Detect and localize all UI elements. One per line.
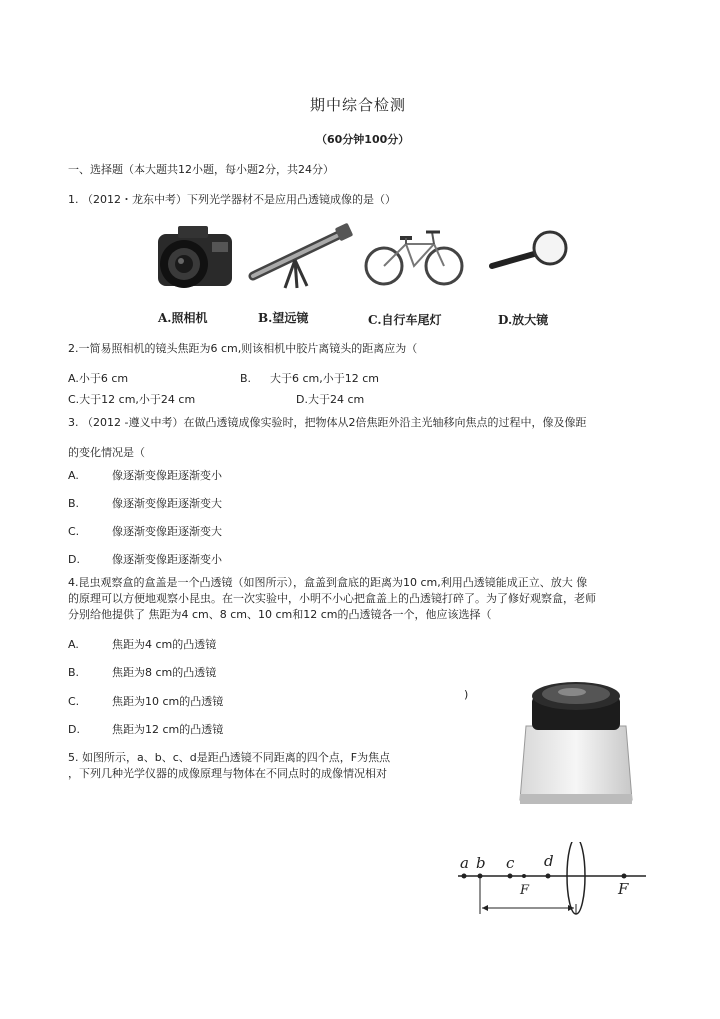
bicycle-icon <box>362 224 466 288</box>
q2-option-b: 大于6 cm,小于12 cm <box>270 372 380 385</box>
label-c: c <box>506 854 515 872</box>
q5-stem-line2: ，下列几种光学仪器的成像原理与物体在不同点时的成像情况相对 <box>68 767 387 780</box>
q4-option-a-letter: A. <box>68 638 79 651</box>
q1-option-c: C.自行车尾灯 <box>368 313 442 327</box>
label-b: b <box>476 854 486 872</box>
label-focus-left: F <box>520 883 530 898</box>
point-focus <box>622 874 627 879</box>
q3-option-a: 像逐渐变像距逐渐变小 <box>112 469 222 482</box>
lens-diagram <box>450 842 650 922</box>
q4-stem-line1: 4.昆虫观察盒的盒盖是一个凸透镜（如图所示），盒盖到盒底的距离为10 cm,利用凸透镜能成正立、放大 像 <box>68 576 588 589</box>
q3-option-a-letter: A. <box>68 469 79 482</box>
q2-option-b-letter: B. <box>240 372 252 385</box>
q2-stem: 2.一简易照相机的镜头焦距为6 cm,则该相机中胶片离镜头的距离应为（ <box>68 342 418 355</box>
q2-option-a: A.小于6 cm <box>68 372 129 385</box>
q1-option-a: A.照相机 <box>158 311 208 325</box>
q4-option-a: 焦距为4 cm的凸透镜 <box>112 638 217 651</box>
q4-option-b: 焦距为8 cm的凸透镜 <box>112 666 217 679</box>
q4-option-d: 焦距为12 cm的凸透镜 <box>112 723 224 736</box>
label-d: d <box>544 852 554 870</box>
q5-stem-line1: 5. 如图所示，a、b、c、d是距凸透镜不同距离的四个点，F为焦点 <box>68 751 391 764</box>
q1-option-d: D.放大镜 <box>498 313 549 327</box>
point-a <box>462 874 467 879</box>
page-subtitle: （60分钟100分） <box>316 133 410 146</box>
point-d <box>546 874 551 879</box>
section-heading: 一、选择题（本大题共12小题，每小题2分，共24分） <box>68 163 334 176</box>
q4-option-d-letter: D. <box>68 723 80 736</box>
magnifier-icon <box>488 228 570 276</box>
point-c <box>508 874 513 879</box>
label-focus: F <box>618 880 629 898</box>
q4-option-b-letter: B. <box>68 666 80 679</box>
q2-option-d: D.大于24 cm <box>296 393 365 406</box>
q1-option-b: B.望远镜 <box>258 311 309 325</box>
q4-bracket: ) <box>464 688 469 701</box>
page-title: 期中综合检测 <box>310 96 407 114</box>
camera-icon <box>150 220 240 294</box>
q3-stem-line2: 的变化情况是（ <box>68 446 145 459</box>
telescope-icon <box>245 222 355 290</box>
label-a: a <box>460 854 469 872</box>
q4-option-c-letter: C. <box>68 695 80 708</box>
q3-option-c-letter: C. <box>68 525 80 538</box>
insect-box-image <box>512 668 640 810</box>
q2-option-c: C.大于12 cm,小于24 cm <box>68 393 196 406</box>
q1-stem: 1. （2012・龙东中考）下列光学器材不是应用凸透镜成像的是（） <box>68 193 396 206</box>
q3-option-c: 像逐渐变像距逐渐变大 <box>112 525 222 538</box>
q4-stem-line3: 分别给他提供了 焦距为4 cm、8 cm、10 cm和12 cm的凸透镜各一个，他应该选择（ <box>68 608 492 621</box>
q4-option-c: 焦距为10 cm的凸透镜 <box>112 695 224 708</box>
q3-option-b: 像逐渐变像距逐渐变大 <box>112 497 222 510</box>
q3-option-d-letter: D. <box>68 553 80 566</box>
q3-option-d: 像逐渐变像距逐渐变小 <box>112 553 222 566</box>
q4-stem-line2: 的原理可以方便地观察小昆虫。在一次实验中，小明不小心把盒盖上的凸透镜打碎了。为了修好观察盒，老师 <box>68 592 596 605</box>
q3-stem-line1: 3. （2012 -遵义中考）在做凸透镜成像实验时，把物体从2倍焦距外沿主光轴移向焦点的过程中，像及像距 <box>68 416 587 429</box>
q3-option-b-letter: B. <box>68 497 80 510</box>
